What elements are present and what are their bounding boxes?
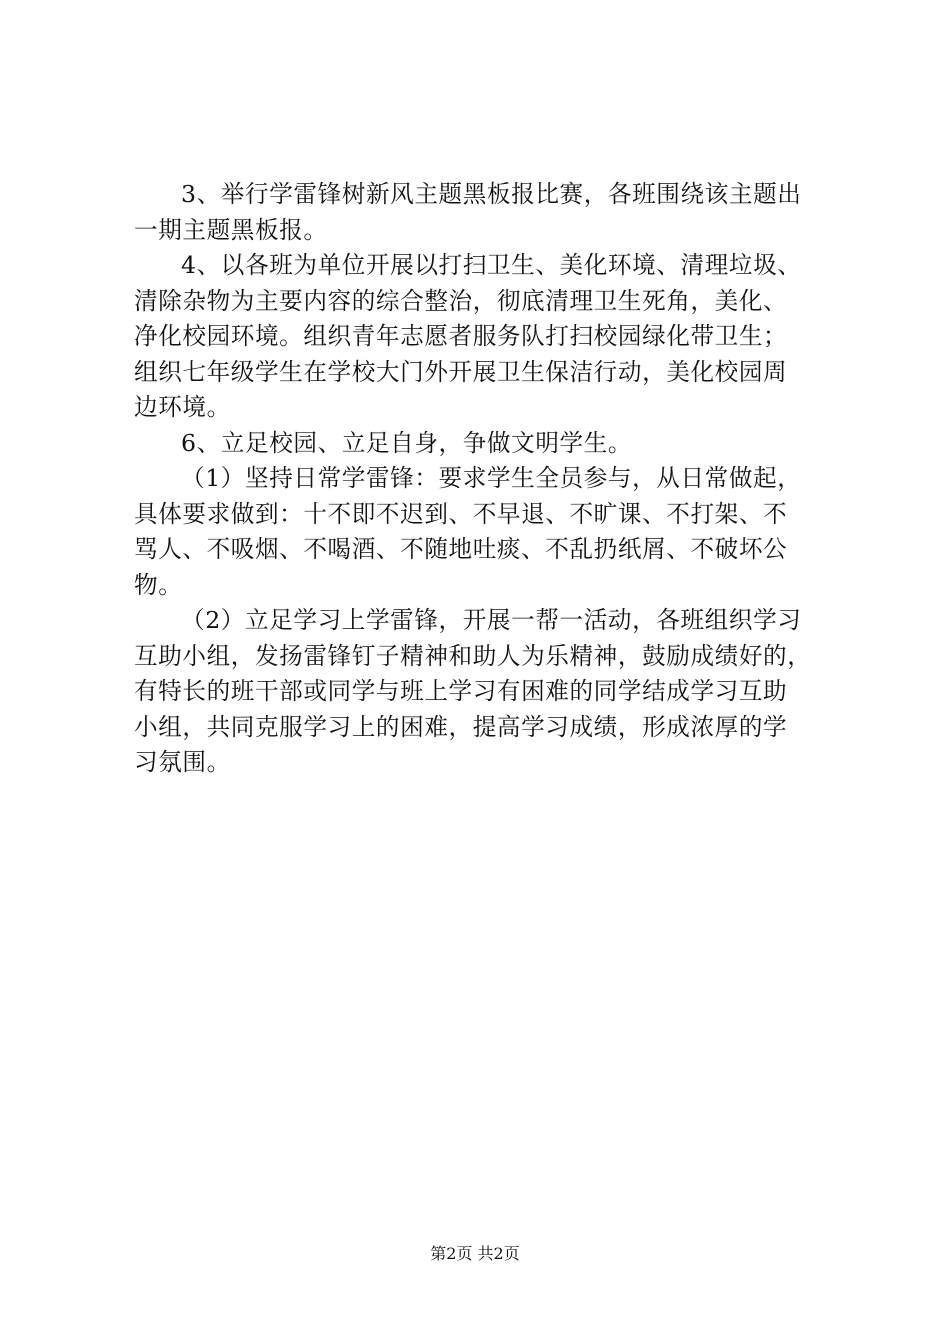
paragraph-line: 小组，共同克服学习上的困难，提高学习成绩，形成浓厚的学 [134,712,788,741]
paragraph-line: 6、立足校园、立足自身，争做文明学生。 [181,428,633,457]
paragraph-line: 一期主题黑板报。 [134,215,328,244]
paragraph-item-3 [134,177,834,248]
paragraph-line: 骂人、不吸烟、不喝酒、不随地吐痰、不乱扔纸屑、不破坏公 [134,535,788,563]
paragraph-line: （1）坚持日常学雷锋：要求学生全员参与，从日常做起， [181,464,802,492]
paragraph-item-6 [134,426,834,462]
paragraph-line: 有特长的班干部或同学与班上学习有困难的同学结成学习互助 [134,677,788,705]
page-number-label: 第2页 共2页 [430,1244,520,1263]
paragraph-line: 4、以各班为单位开展以打扫卫生、美化环境、清理垃圾、 [181,251,802,279]
paragraph-item-4 [134,248,834,426]
paragraph-line: 边环境。 [134,393,231,421]
paragraph-line: 清除杂物为主要内容的综合整治，彻底清理卫生死角，美化、 [134,286,788,315]
paragraph-line: （2）立足学习上学雷锋，开展一帮一活动，各班组织学习 [181,606,802,634]
paragraph-line: 具体要求做到：十不即不迟到、不早退、不旷课、不打架、不 [134,499,788,528]
paragraph-line: 净化校园环境。组织青年志愿者服务队打扫校园绿化带卫生； [134,322,788,350]
paragraph-line: 3、举行学雷锋树新风主题黑板报比赛，各班围绕该主题出 [181,180,802,208]
page-footer [0,1243,950,1265]
paragraph-sub-item-2 [134,603,834,781]
paragraph-line: 互助小组，发扬雷锋钉子精神和助人为乐精神，鼓励成绩好的， [134,641,812,670]
paragraph-line: 物。 [134,570,183,599]
document-body [134,177,834,781]
paragraph-line: 习氛围。 [134,748,231,776]
paragraph-line: 组织七年级学生在学校大门外开展卫生保洁行动，美化校园周 [134,357,788,386]
paragraph-sub-item-1 [134,461,834,603]
